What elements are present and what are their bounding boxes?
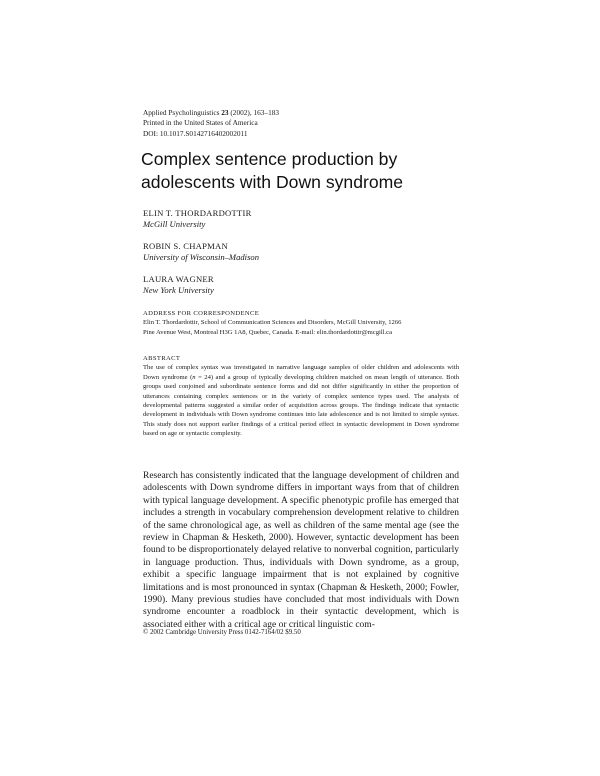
correspondence-heading: ADDRESS FOR CORRESPONDENCE	[143, 310, 260, 317]
journal-year-pages: (2002), 163–183	[228, 108, 280, 117]
journal-printed-in: Printed in the United States of America	[143, 118, 258, 128]
abstract-heading: ABSTRACT	[143, 355, 181, 362]
journal-citation	[143, 108, 279, 139]
correspondence-address-line: Elin T. Thordardottir, School of Communication Sciences and Disorders, McGill University, 1266	[143, 319, 402, 327]
author-block	[143, 208, 252, 231]
author-affiliation: University of Wisconsin–Madison	[143, 252, 260, 263]
journal-doi: DOI: 10.1017.S0142716402002011	[143, 128, 248, 138]
author-name: ROBIN S. CHAPMAN	[143, 241, 228, 251]
abstract-text-part: = 24) and a group of typically developing children matched on mean length of utterance. Both groups used conjoined and subordinate sentence forms and did not differ significantly in either the proportion of utterances containing complex sentences or in the variety of complex sentence types used. The analysis of developmental patterns suggested a similar order of acquisition across groups. The findings indicate that syntactic development in individuals with Down syndrome continues into late adolescence and is not limited to simple syntax. This study does not support earlier findings of a critical period effect in syntactic development in Down syndrome based on age or syntactic complexity.	[143, 373, 459, 438]
abstract-text-part: The use of complex syntax was investigated in narrative language samples of older children and adolescents with Down syndrome (	[143, 364, 459, 381]
journal-citation-line	[143, 108, 279, 118]
abstract-text	[143, 363, 459, 438]
author-name: ELIN T. THORDARDOTTIR	[143, 208, 252, 218]
author-block	[143, 274, 214, 297]
author-block	[143, 241, 259, 264]
author-affiliation: McGill University	[143, 219, 206, 230]
body-paragraph: Research has consistently indicated that the language development of children and adolescents with Down syndrome differs in important ways from that of children with typical language development. A specific phenotypic profile has emerged that includes a strength in vocabulary comprehension development relative to children of the same chronological age, as well as children of the same mental age (see the review in Chapman & Hesketh, 2000). However, syntactic development has been found to be disproportionately delayed relative to nonverbal cognition, particularly in language production. Thus, individuals with Down syndrome, as a group, exhibit a specific language impairment that is not explained by cognitive limitations and is most pronounced in syntax (Chapman & Hesketh, 2000; Fowler, 1990). Many previous studies have concluded that most individuals with Down syndrome encounter a roadblock in their syntactic development, which is associated either with a critical age or critical linguistic com-	[143, 471, 459, 630]
correspondence-address-line: Pine Avenue West, Montreal H3G 1A8, Quebec, Canada. E-mail: elin.thordardottir@mcgill.ca	[143, 328, 393, 336]
copyright-notice: © 2002 Cambridge University Press 0142-7164/02 $9.50	[143, 629, 301, 636]
author-affiliation: New York University	[143, 285, 214, 296]
abstract-section	[143, 354, 459, 439]
author-name: LAURA WAGNER	[143, 274, 214, 284]
journal-volume: 23	[221, 108, 229, 117]
correspondence-section	[143, 309, 459, 337]
paper-title: Complex sentence production by adolescents with Down syndrome	[141, 149, 404, 192]
journal-name: Applied Psycholinguistics	[143, 108, 222, 117]
abstract-n-symbol: n	[192, 373, 196, 381]
